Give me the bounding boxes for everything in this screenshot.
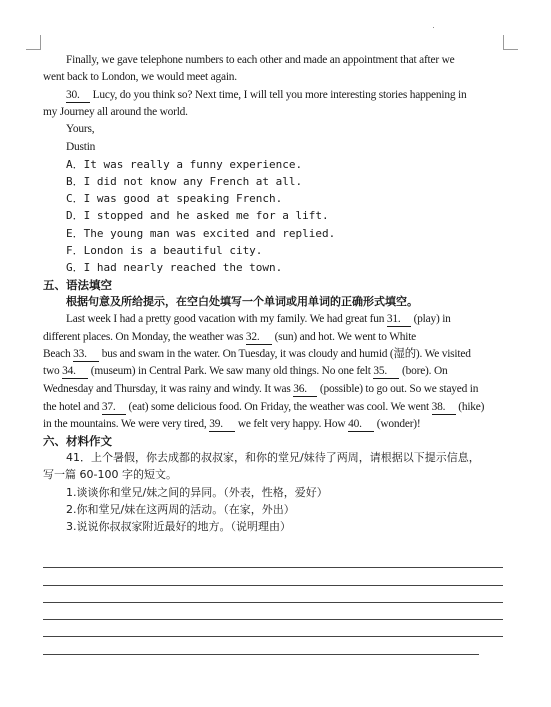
writing-hint-1: 1.谈谈你和堂兄/妹之间的异同。（外表，性格，爱好） [66,486,328,499]
passage-text: (sun) and hot. We went to White [271,331,417,343]
passage-text: (bore). On [399,365,448,377]
option-g: G．I had nearly reached the town. [66,261,283,274]
letter-paragraph-line: Finally, we gave telephone numbers to each other and made an appointment that after we [66,54,455,66]
passage-text: (museum) in Central Park. We saw many old things. No one felt [88,365,374,377]
blank-32[interactable] [246,331,272,345]
option-f: F．London is a beautiful city. [66,244,263,257]
letter-closing: Yours, [66,123,95,135]
blank-34[interactable] [62,365,88,379]
passage-text: (wonder)! [374,418,421,430]
writing-line[interactable] [43,636,503,637]
passage-line-4 [43,363,447,379]
section-5-heading: 五、语法填空 [43,278,112,292]
passage-text: Beach [43,348,74,360]
passage-line-1 [66,311,451,327]
passage-text: Last week I had a pretty good vacation with my family. We had great fun [66,313,387,325]
passage-text: we felt very happy. How [235,418,349,430]
blank-36[interactable] [293,383,317,397]
option-e: E．The young man was excited and replied. [66,227,336,240]
blank-number: 38. [431,401,446,413]
passage-line-2 [43,329,416,345]
blank-33[interactable] [73,348,99,362]
passage-line-7 [43,416,420,432]
blank-suffix-text: Lucy, do you think so? Next time, I will tell you more interesting stories happening in [90,89,467,101]
letter-paragraph-line [66,87,466,103]
passage-text: (hike) [455,401,485,413]
passage-line-6 [43,399,484,415]
option-a: A．It was really a funny experience. [66,158,303,171]
option-d: D．I stopped and he asked me for a lift. [66,209,329,222]
passage-line-3 [43,346,471,362]
blank-number: 37. [101,401,116,413]
writing-hint-3: 3.说说你叔叔家附近最好的地方。（说明理由） [66,520,291,533]
blank-39[interactable] [209,418,235,432]
passage-line-5 [43,381,478,397]
blank-number: 32. [245,331,260,343]
option-c: C．I was good at speaking French. [66,192,283,205]
passage-text: (possible) to go out. So we stayed in [317,383,479,395]
passage-text: the hotel and [43,401,102,413]
passage-text: Wednesday and Thursday, it was rainy and windy. It was [43,383,294,395]
writing-line[interactable] [43,619,503,620]
passage-text: two [43,365,63,377]
corner-mark-top-right [503,49,518,50]
letter-signature: Dustin [66,141,96,153]
blank-31[interactable] [387,313,411,327]
writing-line[interactable] [43,585,503,586]
blank-35[interactable] [373,365,399,379]
blank-30[interactable] [66,89,90,103]
blank-37[interactable] [102,401,126,415]
passage-text: (eat) some delicious food. On Friday, the weather was cool. We went [125,401,432,413]
section-6-heading: 六、材料作文 [43,434,112,448]
header-dot [433,27,434,28]
blank-number: 31. [386,313,401,325]
writing-line[interactable] [43,654,479,655]
blank-40[interactable] [348,418,374,432]
passage-text: in the mountains. We were very tired, [43,418,210,430]
corner-mark-top-left [26,49,41,50]
writing-line[interactable] [43,567,503,568]
passage-text: (play) in [410,313,451,325]
passage-text: bus and swam in the water. On Tuesday, it was cloudy and humid (湿的). We visited [99,348,471,360]
blank-number: 33. [73,348,87,360]
letter-paragraph-line: went back to London, we would meet again. [43,71,237,83]
blank-38[interactable] [432,401,456,415]
corner-mark-top-left [40,35,41,50]
passage-text: different places. On Monday, the weather was [43,331,246,343]
writing-prompt-line: 41．上个暑假，你去成都的叔叔家，和你的堂兄/妹待了两周，请根据以下提示信息， [66,451,480,464]
writing-hint-2: 2.你和堂兄/妹在这两周的活动。（在家，外出） [66,503,295,516]
blank-number: 35. [373,365,388,377]
blank-number: 39. [209,418,223,430]
writing-prompt-line: 写一篇 60-100 字的短文。 [43,468,177,481]
blank-number: 30. [66,89,80,101]
writing-line[interactable] [43,602,503,603]
option-b: B．I did not know any French at all. [66,175,303,188]
letter-paragraph-line: my Journey all around the world. [43,106,188,118]
blank-number: 34. [62,365,76,377]
blank-number: 36. [293,383,307,395]
corner-mark-top-right [503,35,504,50]
blank-number: 40. [348,418,362,430]
section-5-instruction: 根据句意及所给提示，在空白处填写一个单词或用单词的正确形式填空。 [66,295,418,308]
